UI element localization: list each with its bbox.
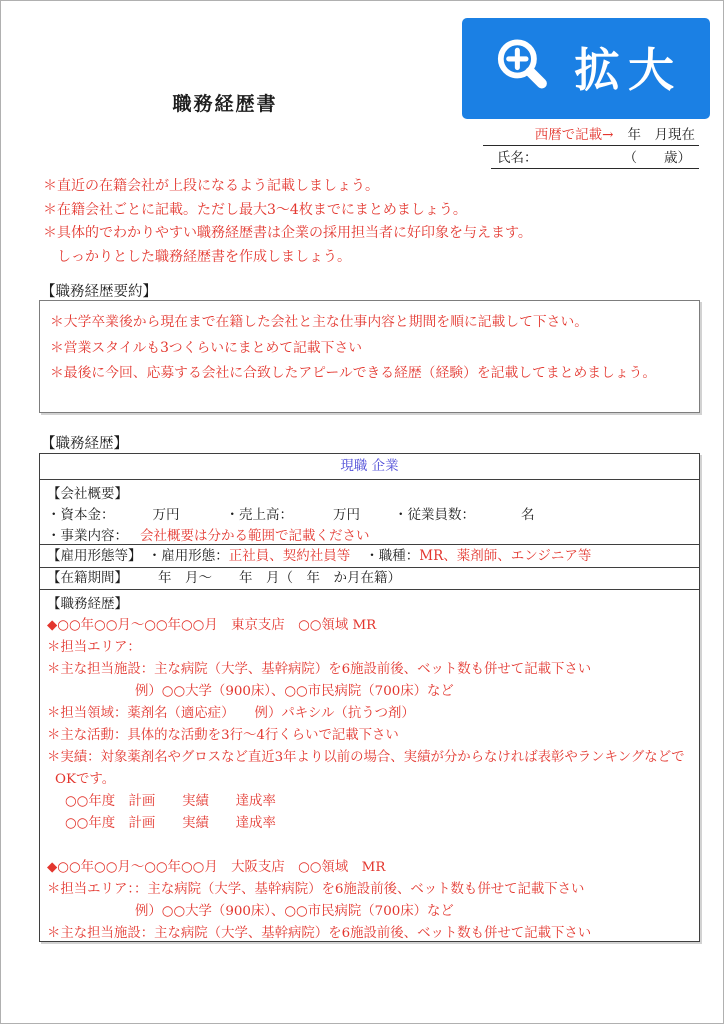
work-history-cell [40,590,699,945]
employees-label: ・従業員数： [394,507,475,523]
page-title: 職務経歴書 [172,93,278,115]
role-label: ・職種： [365,548,420,564]
date-fields: 年 月現在 [627,127,695,143]
name-label: 氏名： [497,150,538,166]
company-status: 現職 企業 [340,458,399,474]
enlarge-badge[interactable] [462,18,710,119]
history-entry-title: ◆○○年○○月～○○年○○月 大阪支店 ○○領域 MR [47,860,386,875]
summary-note: ＊大学卒業後から現在まで在籍した会社と主な仕事内容と期間を順に記載して下さい。 [50,314,589,330]
history-line: ＊担当エリア： [47,640,141,655]
history-entry-title: ◆○○年○○月～○○年○○月 東京支店 ○○領域 MR [47,618,377,633]
intro-note: ＊直近の在籍会社が上段になるよう記載しましょう。 [43,178,379,194]
sales-label: ・売上高： [225,507,293,523]
intro-notes [43,175,532,269]
history-line: ＊担当領域：薬剤名（適応症） 例）パキシル（抗うつ剤） [47,706,415,721]
summary-box [39,300,700,413]
tenure-value: 年 月～ 年 月（ 年 か月在籍） [158,570,401,586]
business-label: ・事業内容： [47,528,128,544]
capital-label: ・資本金： [47,507,115,523]
intro-note: ＊在籍会社ごとに記載。ただし最大3～4枚までにまとめましょう。 [43,201,467,218]
history-line: ＊実績：対象薬剤名やグロスなど直近3年より以前の場合、実績が分からなければ表彰やランキングなどでOKです。 [47,750,685,787]
blank-line [47,835,699,857]
employees-unit: 名 [521,507,535,523]
history-result-line: ○○年度 計画 実績 達成率 [65,816,276,831]
company-figures-line [47,505,699,526]
employment-heading: 【雇用形態等】 [47,548,135,564]
career-heading: 【職務経歴】 [41,436,128,452]
date-line [483,127,699,146]
summary-heading: 【職務経歴要約】 [41,284,157,300]
business-note: 会社概要は分かる範囲で記載ください [140,528,370,544]
capital-unit: 万円 [152,507,180,523]
company-overview-heading: 【会社概要】 [47,486,128,502]
career-table [39,453,700,942]
history-line: ＊担当エリア：：主な病院（大学、基幹病院）を6施設前後、ベット数も併せて記載下さい [47,882,585,897]
age-suffix: （ 歳） [623,150,691,166]
enlarge-badge-label: 拡大 [574,43,682,96]
business-line [47,526,699,547]
employment-type-label: ・雇用形態： [147,548,229,564]
intro-note: しっかりとした職務経歴書を作成しましょう。 [57,248,351,265]
history-line: ＊主な担当施設：主な病院（大学、基幹病院）を6施設前後、ベット数も併せて記載下さい [47,662,592,677]
history-example-line: 例）○○大学（900床）、○○市民病院（700床）など [135,684,454,699]
summary-note: ＊最後に今回、応募する会社に合致したアピールできる経歴（経験）を記載してまとめましょう。 [50,365,657,381]
role-value: MR、薬剤師、エンジニア等 [419,548,592,564]
employment-row [40,545,699,568]
history-line: ＊主な活動：具体的な活動を3行～4行くらいで記載下さい [47,728,399,743]
tenure-row [40,568,699,590]
name-line [491,150,699,169]
company-status-row [40,454,699,480]
intro-note: ＊具体的でわかりやすい職務経歴書は企業の採用担当者に好印象を与えます。 [43,225,532,241]
summary-note: ＊営業スタイルも3つくらいにまとめて記載下さい [50,339,363,356]
employment-type-value: 正社員、契約社員等 [228,548,351,564]
zoom-in-icon [490,33,562,105]
work-history-heading: 【職務経歴】 [47,596,128,612]
date-note: 西暦で記載→ [534,127,614,143]
company-overview-row [40,480,699,545]
history-example-line: 例）○○大学（900床）、○○市民病院（700床）など [135,904,454,919]
sales-unit: 万円 [333,507,360,523]
history-line: ＊主な担当施設：主な病院（大学、基幹病院）を6施設前後、ベット数も併せて記載下さい [47,926,592,941]
history-result-line: ○○年度 計画 実績 達成率 [65,794,276,809]
tenure-heading: 【在籍期間】 [47,570,128,586]
